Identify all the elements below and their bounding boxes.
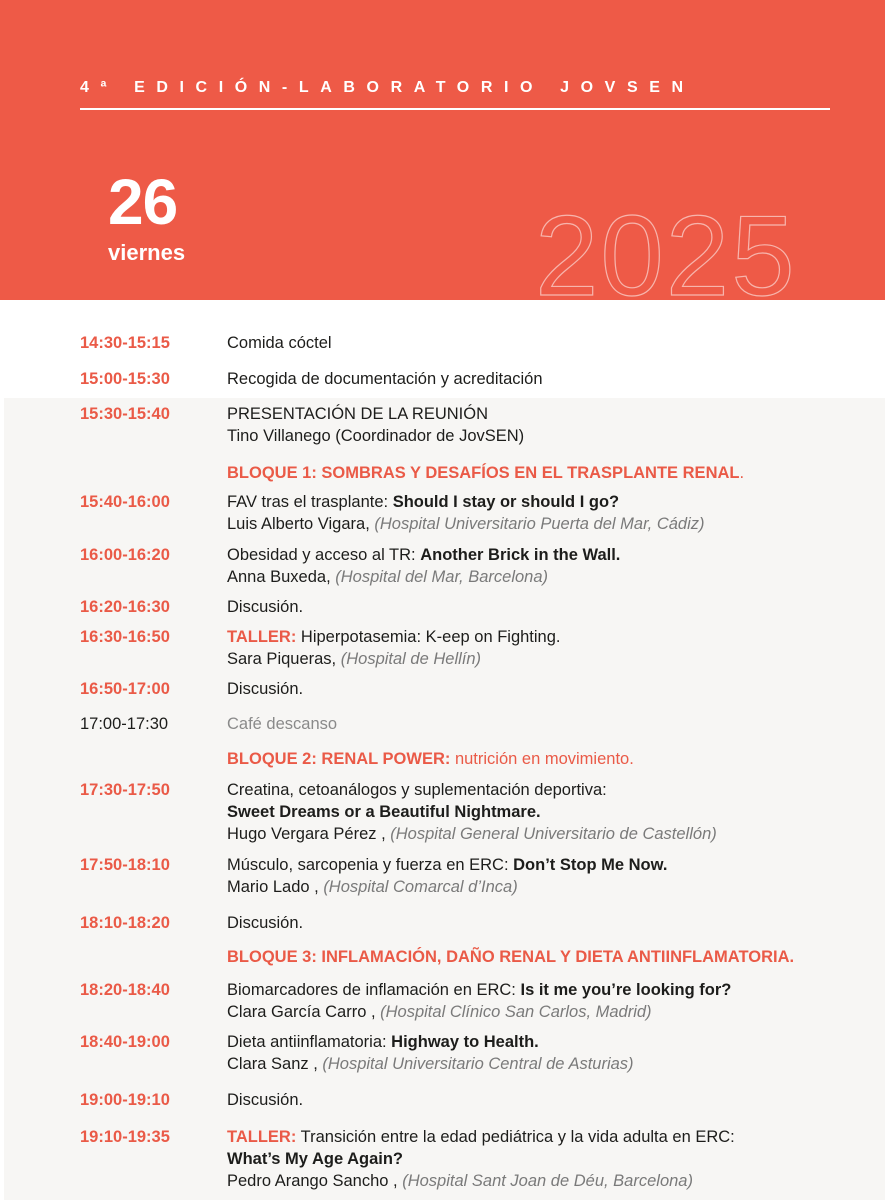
session-speaker: Tino Villanego (Coordinador de JovSEN): [227, 427, 525, 445]
block-label-end: .: [739, 464, 745, 482]
session-time: 18:20-18:40: [80, 981, 170, 999]
session-time: 17:30-17:50: [80, 781, 170, 799]
session-time: 18:40-19:00: [80, 1033, 170, 1051]
session-speaker: Clara García Carro ,: [227, 1003, 381, 1021]
session-time: 16:50-17:00: [80, 680, 170, 698]
block-label: BLOQUE 2: RENAL POWER:: [227, 750, 451, 768]
day-name: viernes: [108, 240, 186, 265]
session-title: Dieta antiinflamatoria:: [227, 1033, 392, 1051]
session-title: Discusión.: [227, 1091, 304, 1109]
session-time: 19:10-19:35: [80, 1128, 170, 1146]
session-title-highlight: Don’t Stop Me Now.: [513, 856, 668, 874]
session-speaker: Hugo Vergara Pérez ,: [227, 825, 391, 843]
session-title: Hiperpotasemia: K-eep on Fighting.: [296, 628, 561, 646]
session-tag: TALLER:: [227, 628, 297, 646]
session-time: 16:30-16:50: [80, 628, 170, 646]
session-time: 17:00-17:30: [80, 715, 169, 733]
session-title: Comida cóctel: [227, 334, 332, 352]
session-speaker: Mario Lado ,: [227, 878, 324, 896]
edition-title: 4ª EDICIÓN-LABORATORIO JOVSEN: [80, 79, 695, 96]
speaker-affiliation: (Hospital del Mar, Barcelona): [335, 568, 549, 586]
session-time: 14:30-15:15: [80, 334, 170, 352]
speaker-affiliation: (Hospital Universitario Central de Asturias): [322, 1055, 634, 1073]
session-time: 15:40-16:00: [80, 493, 170, 511]
session-title: Recogida de documentación y acreditación: [227, 370, 543, 388]
speaker-affiliation: (Hospital Comarcal d’Inca): [323, 878, 518, 896]
block-label: BLOQUE 3: INFLAMACIÓN, DAÑO RENAL Y DIETA ANTIINFLAMATORIA.: [227, 948, 795, 966]
session-title: Discusión.: [227, 914, 304, 932]
session-title: Creatina, cetoanálogos y suplementación deportiva:: [227, 781, 607, 799]
session-time: 17:50-18:10: [80, 856, 170, 874]
day-number: 26: [108, 166, 178, 238]
session-speaker: Pedro Arango Sancho ,: [227, 1172, 403, 1190]
session-title-highlight: Should I stay or should I go?: [392, 493, 620, 511]
session-title: Transición entre la edad pediátrica y la vida adulta en ERC:: [296, 1128, 735, 1146]
session-speaker: Clara Sanz ,: [227, 1055, 323, 1073]
session-title-highlight: Highway to Health.: [391, 1033, 539, 1051]
year-watermark: 2025: [535, 193, 797, 300]
session-title: Obesidad y acceso al TR:: [227, 546, 421, 564]
session-title: Café descanso: [227, 715, 338, 733]
session-time: 15:00-15:30: [80, 370, 170, 388]
block-label-rest: nutrición en movimiento.: [450, 750, 634, 768]
session-time: 16:00-16:20: [80, 546, 170, 564]
session-title: Músculo, sarcopenia y fuerza en ERC:: [227, 856, 514, 874]
speaker-affiliation: (Hospital Universitario Puerta del Mar, Cádiz): [374, 515, 705, 533]
session-time: 19:00-19:10: [80, 1091, 170, 1109]
block-label: BLOQUE 1: SOMBRAS Y DESAFÍOS EN EL TRASPLANTE RENAL: [227, 464, 740, 482]
session-title: FAV tras el trasplante:: [227, 493, 393, 511]
session-title: PRESENTACIÓN DE LA REUNIÓN: [227, 405, 488, 423]
session-title: Discusión.: [227, 680, 304, 698]
session-title: Biomarcadores de inflamación en ERC:: [227, 981, 521, 999]
session-title-highlight: Sweet Dreams or a Beautiful Nightmare.: [227, 803, 541, 821]
speaker-affiliation: (Hospital de Hellín): [340, 650, 482, 668]
session-time: 15:30-15:40: [80, 405, 170, 423]
session-speaker: Luis Alberto Vigara,: [227, 515, 375, 533]
session-title: Discusión.: [227, 598, 304, 616]
session-speaker: Anna Buxeda,: [227, 568, 336, 586]
speaker-affiliation: (Hospital General Universitario de Castellón): [390, 825, 717, 843]
session-time: 18:10-18:20: [80, 914, 170, 932]
session-tag: TALLER:: [227, 1128, 297, 1146]
session-speaker: Sara Piqueras,: [227, 650, 341, 668]
session-time: 16:20-16:30: [80, 598, 170, 616]
session-title-highlight: Is it me you’re looking for?: [520, 981, 732, 999]
session-title-highlight: What’s My Age Again?: [227, 1150, 404, 1168]
speaker-affiliation: (Hospital Sant Joan de Déu, Barcelona): [402, 1172, 693, 1190]
session-title-highlight: Another Brick in the Wall.: [420, 546, 621, 564]
speaker-affiliation: (Hospital Clínico San Carlos, Madrid): [380, 1003, 652, 1021]
